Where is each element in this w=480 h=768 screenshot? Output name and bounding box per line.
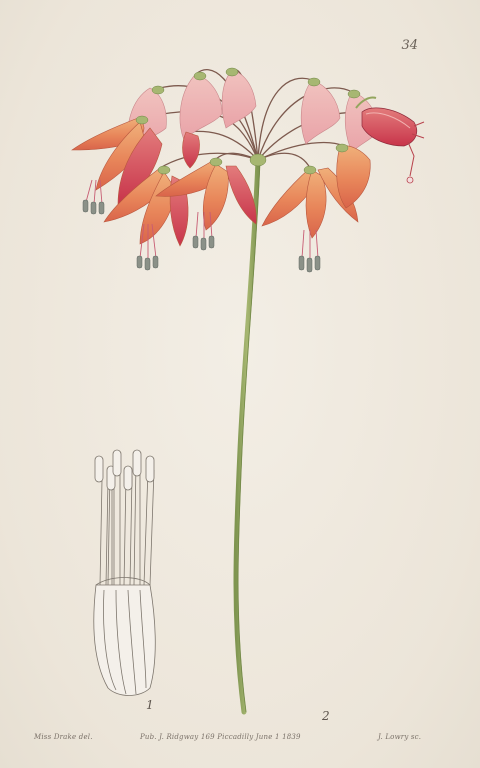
flower-cluster-front — [72, 118, 370, 246]
artist-credit: Miss Drake del. — [34, 733, 93, 741]
plate-number: 34 — [401, 38, 418, 53]
publisher-credit: Pub. J. Ridgway 169 Piccadilly June 1 1839 — [140, 733, 301, 741]
figure-2-label: 2 — [322, 709, 330, 723]
flower-cluster-back — [128, 70, 380, 152]
figure-1-label: 1 — [146, 698, 154, 712]
engraver-credit: J. Lowry sc. — [378, 733, 422, 741]
figure-1-stamens — [94, 450, 155, 696]
